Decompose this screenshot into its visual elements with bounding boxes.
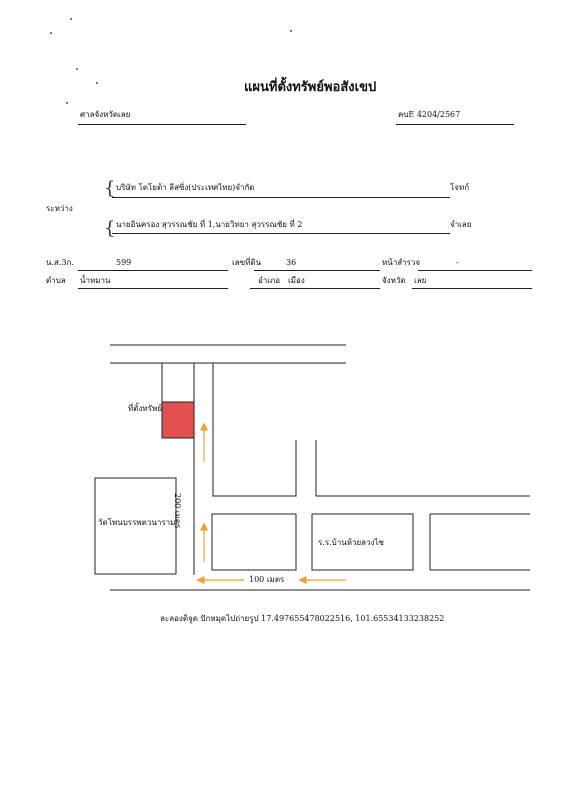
court-name: ศาลจังหวัดเลย [80,110,131,119]
deed-number: 599 [116,258,132,267]
property-label: ที่ตั้งทรัพย์ [128,404,162,413]
between-label: ระหว่าง [46,204,73,213]
province: เลย [414,276,427,285]
block [212,514,296,570]
subdistrict: น้ำหมาน [80,276,111,285]
survey-page-label: หน้าสำรวจ [382,258,421,267]
district-label: อำเภอ [258,276,281,285]
distance-vertical: 200 เมตร [173,493,182,529]
province-label: จังหวัด [382,276,406,285]
school-label: ร.ร.บ้านห้วยลวงไช [318,538,384,547]
subdistrict-label: ตำบล [46,276,66,285]
road-edge [213,363,346,496]
brace-bottom: { [104,218,116,239]
distance-horizontal: 100 เมตร [249,575,285,584]
plaintiff-role: โจทก์ [450,183,470,192]
property-marker [162,402,194,438]
defendant-name: นายอินครอง สุวรรณชัย ที่ 1,นายวิทยา สุวรรณชัย ที่ 2 [116,220,303,229]
document-title: แผนที่ตั้งทรัพย์พอสังเขป [244,80,377,95]
deed-label: น.ส.3ก. [46,258,74,267]
land-no: 36 [286,258,297,267]
brace-top: { [104,178,116,199]
temple-label: วัดโพนบรรพตวนาราม [98,518,176,527]
district: เมือง [288,276,305,285]
land-no-label: เลขที่ดิน [232,258,262,267]
case-number: คบE 4204/2567 [398,110,461,119]
road-edge [316,440,530,496]
survey-page: - [456,258,459,267]
defendant-role: จำเลย [450,220,472,229]
plaintiff-name: บริษัท โตโยต้า ลีสซิ่ง(ประเทศไทย)จำกัด [116,183,255,192]
coordinates-note: ละลองติจูด ปักหมุดไปถ่ายรูป 17.497655478022516, 101.65534133238252 [160,614,445,623]
